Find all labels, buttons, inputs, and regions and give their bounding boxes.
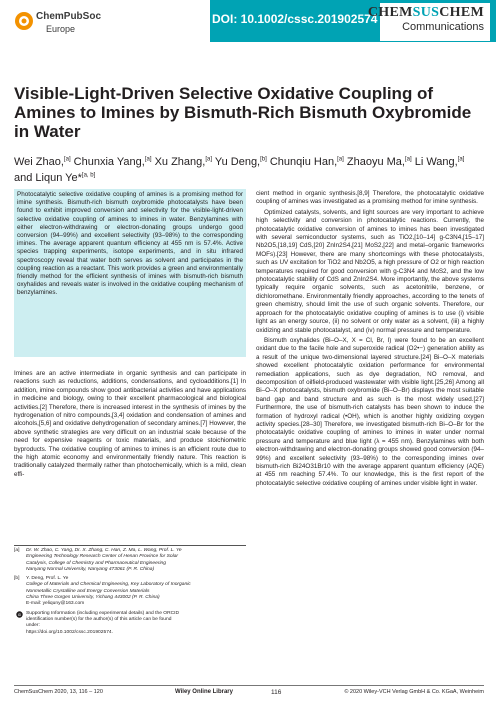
footer-copyright: © 2020 Wiley-VCH Verlag GmbH & Co. KGaA, Weinheim xyxy=(344,689,484,695)
body-column-left xyxy=(14,370,246,481)
publisher-name: ChemPubSoc xyxy=(36,11,102,22)
supporting-information-note: iD Supporting Information (including experimental details) and the ORCID identification number(s) for the author(s) of this article can be found under: https://doi.org/10.1002/cssc.201902574. xyxy=(14,611,246,636)
body-column-right xyxy=(256,190,484,490)
author: and Liqun Ye*[a, b] xyxy=(14,172,96,185)
publisher-logo xyxy=(14,9,134,39)
journal-name-part3: CHEM xyxy=(439,5,484,20)
author: Yu Deng,[b] xyxy=(214,155,267,168)
footer-citation: ChemSusChem 2020, 13, 116 – 120 xyxy=(14,689,103,695)
author-list xyxy=(14,152,484,185)
affiliation-label: [b] xyxy=(14,576,20,582)
chempubsoc-logo-icon xyxy=(14,11,34,31)
page-header xyxy=(0,0,496,42)
abstract: Photocatalytic selective oxidative coupling of amines is a promising method for imine synthesis. Bismuth-rich bismuth oxybromide photocatalysts have been found to exhibit improved conversion and selectivity for the visible-light-driven selective oxidative coupling of amines to imines in water. Benzylamines with either electron-withdrawing or electron-donating groups undergo good conversion (94–99%) and excellent selectivity (93–98%) to the corresponding imines. The average apparent quantum efficiency at 455 nm is 57.4%. Active species trapping experiments, isotope experiments, and in situ infrared spectroscopy reveal that water both serves as solvent and participates in the coupling reaction as a reactant. This work provides a green and environmentally friendly method for the efficient synthesis of imines with bismuth-rich bismuth oxyhalides and reveals water is involved in the oxidative coupling mechanism of benzylamines. xyxy=(17,191,243,297)
paragraph: Imines are an active intermediate in organic synthesis and can participate in reactions such as reductions, additions, condensations, and cycloadditions.[1] In addition, imine compounds show good antibacterial activities and have applications in medicine and biology, owing to their excellent pharmacological and biological activities.[2] Therefore, there is increased interest in the synthesis of imines by the hydrogenation of nitro compounds,[3,4] oxidation and condensation of amines and alcohols,[5,6] and oxidative dehydrogenation of secondary amines.[7] However, the above synthetic strategies are very difficult on an industrial scale because of the need for expensive reagents or toxic materials, and produce stoichiometric byproducts. The oxidative coupling of amines to imines is an efficient route due to the high atomic economy and environmentally friendly nature. This reaction is traditionally catalyzed thermally rather than photochemically, which is a mild, clean effi- xyxy=(14,370,246,478)
footnotes xyxy=(14,548,246,636)
svg-text:iD: iD xyxy=(17,612,22,617)
affiliation-a: [a] Dr. W. Zhao, C. Yang, Dr. X. Zhang, C. Han, Z. Ma, L. Wang, Prof. L. Ye Engineering Technology Research Center of Henan Province for Solar Catalysis, College of Chemistry and Pharmaceutical Engineering Nanyang Normal University, Nanyang 473061 (P. R. China) xyxy=(14,548,182,572)
paragraph: Bismuth oxyhalides (Bi–O–X, X = Cl, Br, I) were found to be an excellent oxidant due to the facile hole and superoxide radical (O2•−) generation ability as a result of the unique two-dimensional layered structure.[24] Bi–O–X materials showed excellent photocatalytic oxidation performance for environmental remediation applications, such as dye degradation, NO removal, and decomposition of oilfield-produced wastewater with visible light.[25,26] Among all Bi–O–X photocatalysts, bismuth oxybromide (Bi–O–Br) displays the most suitable band gap and band structure and as such is the most widely used.[27] Furthermore, the use of bismuth-rich catalysts has been shown to induce the formation of hydroxyl radical (•OH), which is another highly oxidizing oxygen activity species.[28–30] Therefore, we investigated bismuth-rich Bi–O–Br for the photocatalytic oxidative coupling of amines to imines in water under normal pressure and temperature and blue light (λ = 455 nm). Benzylamines with both electron-withdrawing and electron-donating groups showed good conversion (94–99%) and excellent selectivity (93–98%) to the corresponding imines over bismuth-rich Bi24O31Br10 with the average apparent quantum efficiency (AQE) at 455 nm reaching 57.4%. To our knowledge, this is the first report of the photocatalytic selective oxidative coupling of amines under visible light in water. xyxy=(256,336,484,487)
supporting-information-link[interactable]: https://doi.org/10.1002/cssc.201902574. xyxy=(26,629,114,635)
article-title: Visible-Light-Driven Selective Oxidative Coupling of Amines to Imines by Bismuth-Rich Bismuth Oxybromide in Water xyxy=(14,84,472,141)
author: Wei Zhao,[a] xyxy=(14,155,71,168)
doi-link[interactable]: DOI: 10.1002/cssc.201902574 xyxy=(212,12,378,26)
journal-logo xyxy=(367,3,490,41)
paragraph: cient method in organic synthesis.[8,9] Therefore, the photocatalytic oxidative coupling of amines was investigated as a promising method for imine synthesis. xyxy=(256,190,484,206)
article-type: Communications xyxy=(402,21,484,33)
author: Xu Zhang,[a] xyxy=(154,155,212,168)
footer-library[interactable]: Wiley Online Library xyxy=(175,689,233,695)
author: Chunqiu Han,[a] xyxy=(269,155,344,168)
affiliation-label: [a] xyxy=(14,548,20,553)
author: Chunxia Yang,[a] xyxy=(73,155,152,168)
paragraph: Optimized catalysts, solvents, and light sources are very important to achieve high selectivity and conversion in photocatalytic reactions. Currently, the photocatalytic oxidative conversion of amines to imines has been investigated with several semiconductor systems, such as TiO2,[10–14] g-C3N4,[15–17] Nb2O5,[18,19] CdS,[20] ZnIn2S4,[21] MoS2,[22] and metal–organic frameworks MOFs).[23] However, there are many shortcomings with these photocatalysts, such as UV excitation for TiO2 and Nb2O5, a high pressure of O2 or high reaction temperatures required for good conversion with g-C3N4 and MoS2, and the low photocatalytic stability of CdS and ZnIn2S4. More importantly, the above systems typically require organic solvents, such as acetonitrile, benzene, or dichloromethane. Environmentally friendly approaches, according to the tenets of green chemistry, should limit the use of such organic solvents. Therefore, our approach for the photocatalytic oxidative coupling of amines is to use (i) visible light as an energy source, (ii) no solvent or only water as a solvent, (iii) a highly oxidizing and stable photocatalyst, and (iv) normal pressure and temperature. xyxy=(256,208,484,334)
footer-divider xyxy=(14,685,484,686)
footnote-divider xyxy=(14,545,246,546)
page-number: 116 xyxy=(271,689,282,696)
orcid-icon xyxy=(16,611,23,618)
journal-name-part2: SUS xyxy=(412,5,440,20)
affiliation-b: [b] Y. Deng, Prof. L. Ye College of Materials and Chemical Engineering, Key Laboratory of Inorganic Nonmetallic Crystalline and Energy Conversion Materials China Three Gorges University, Yichang 443002 (P. R. China) E-mail: yeliquny@163.com xyxy=(14,576,191,607)
journal-name xyxy=(368,5,484,21)
author: Li Wang,[a] xyxy=(414,155,465,168)
journal-name-part1: CHEM xyxy=(367,5,413,20)
author: Zhaoyu Ma,[a] xyxy=(346,155,412,168)
publisher-region: Europe xyxy=(46,24,76,34)
